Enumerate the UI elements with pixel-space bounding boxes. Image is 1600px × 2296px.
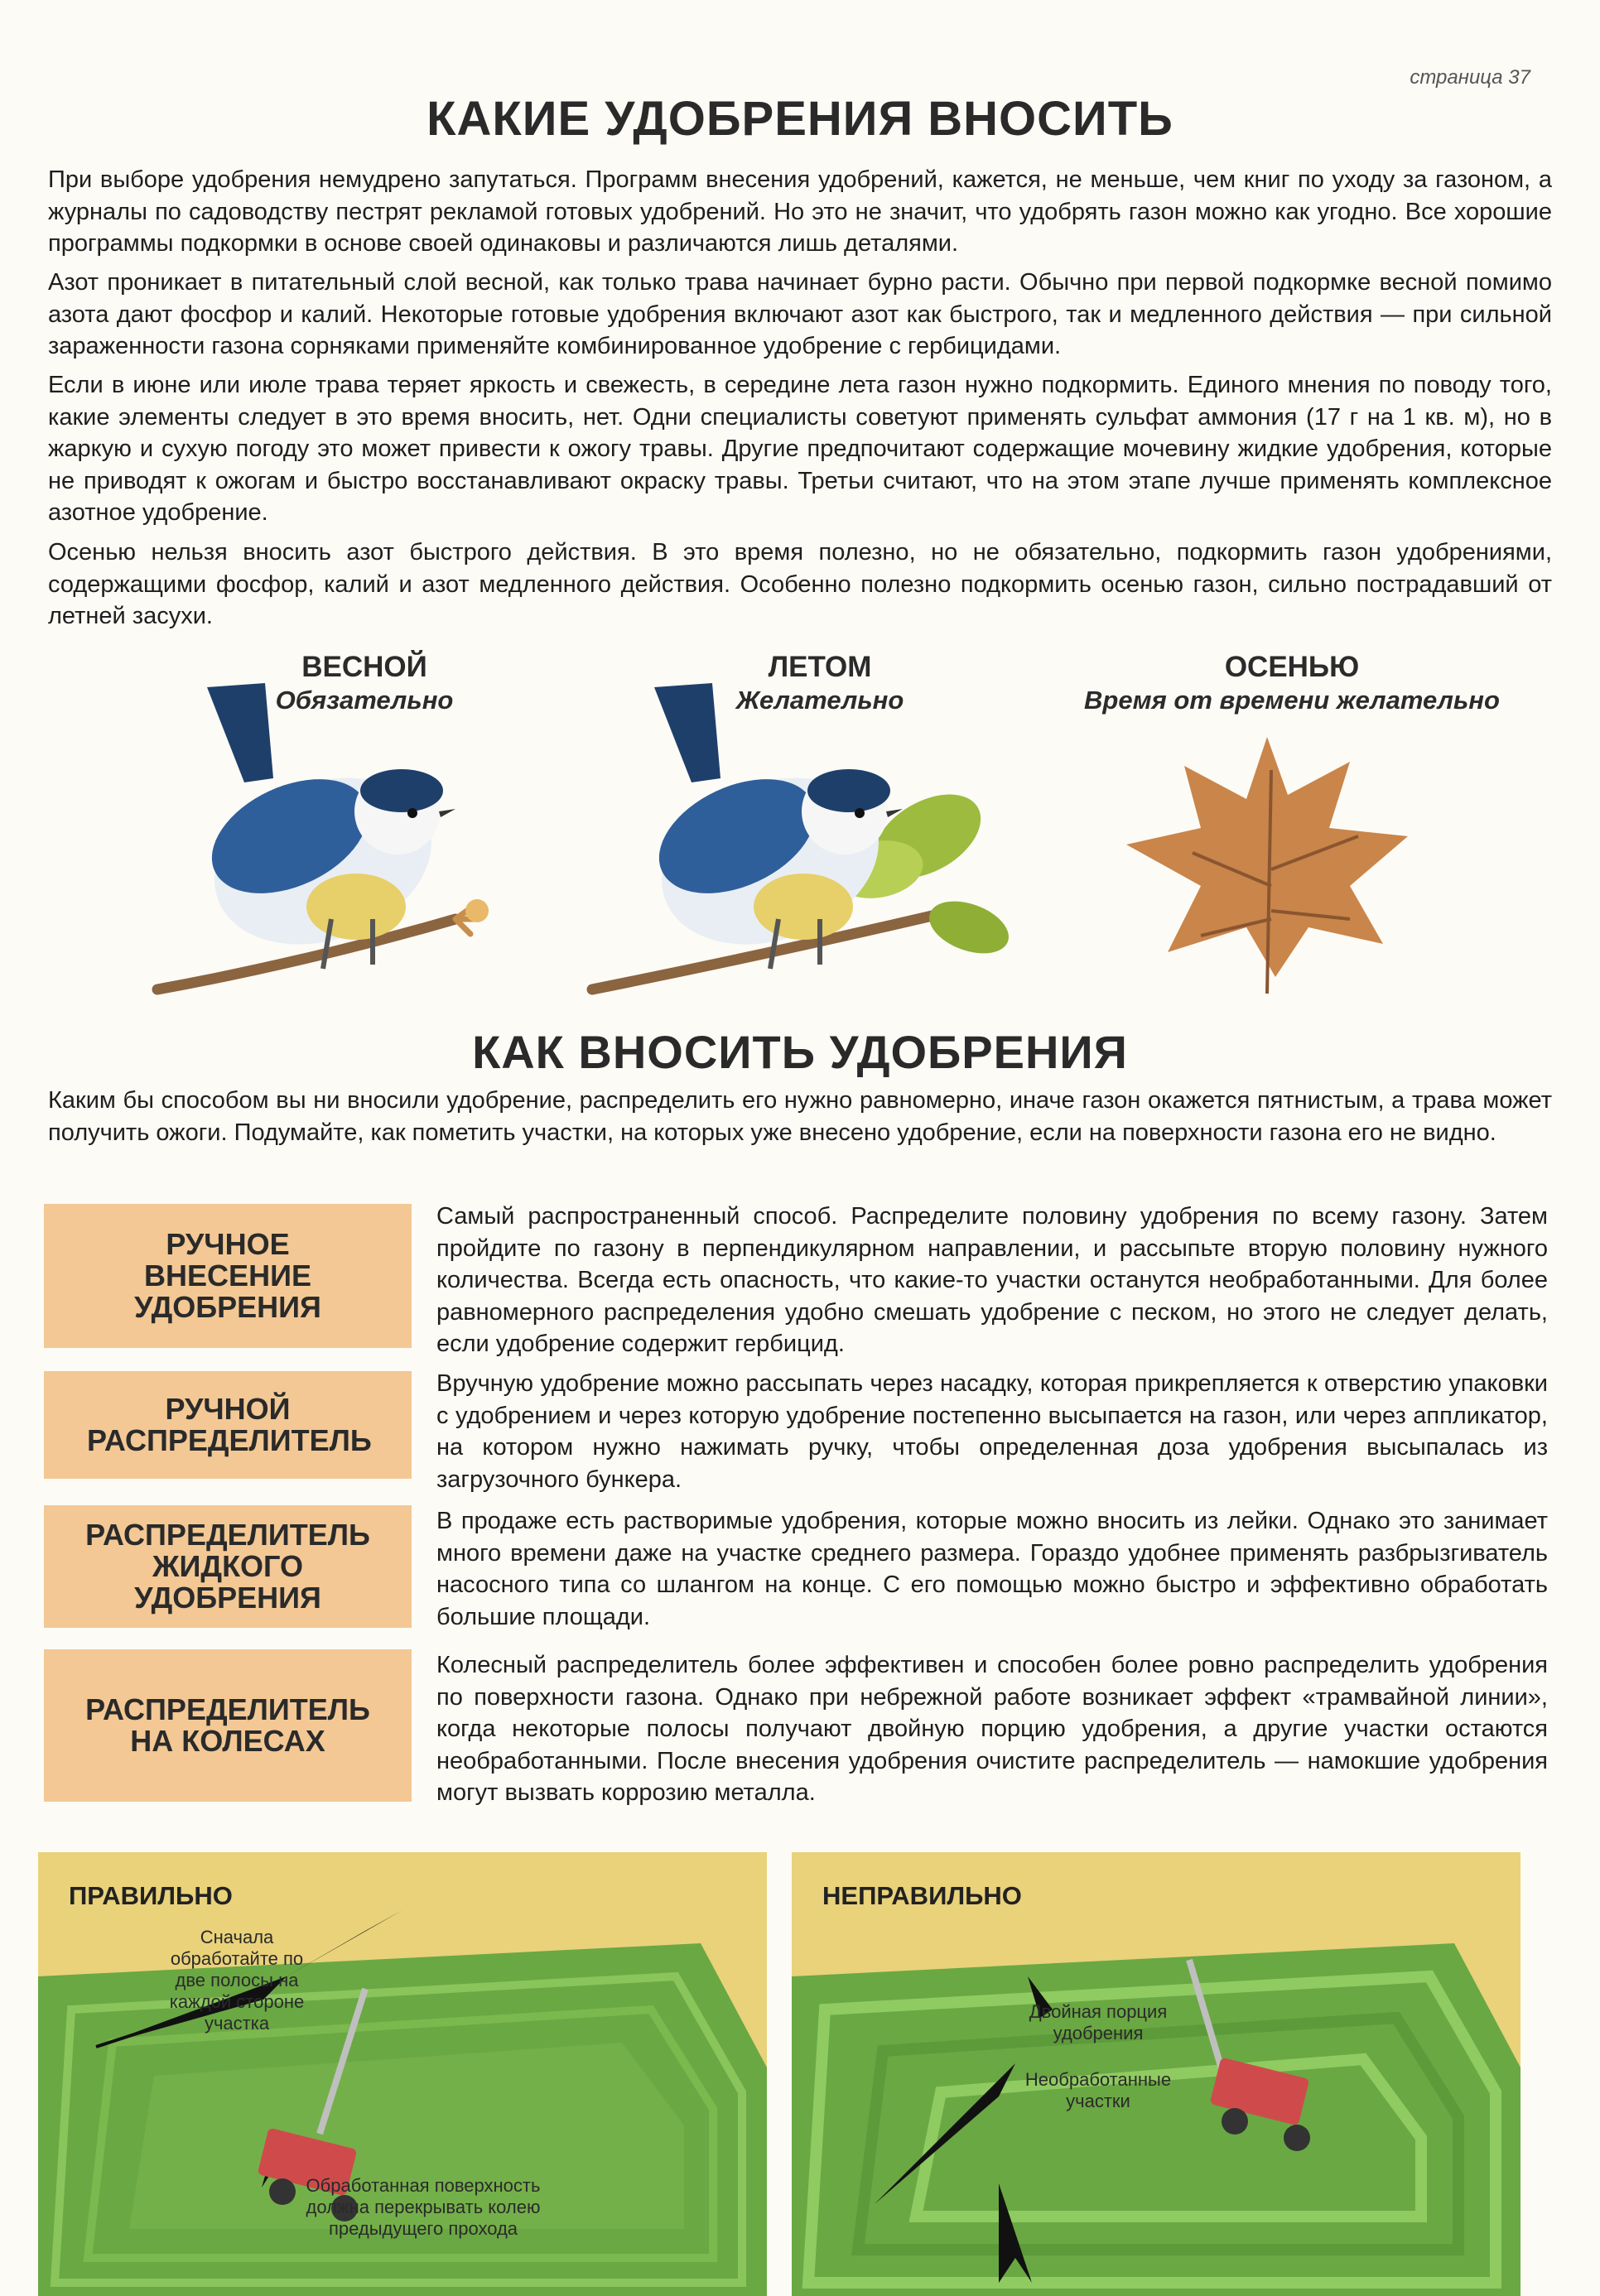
diagram-wrong bbox=[792, 1852, 1520, 2296]
diagram-correct-note-first: Сначала обработайте по две полосы на каждой стороне участка bbox=[169, 1927, 305, 2034]
method-text-liquid: В продаже есть растворимые удобрения, которые можно вносить из лейки. Однако это занимает много времени даже на участке среднего размера. Гораздо удобнее применять разбрызгиватель насосного типа со шлангом на конце. С его помощью можно быстро и эффективно обработать большие площади. bbox=[436, 1508, 1548, 1630]
diagram-wrong-title: НЕПРАВИЛЬНО bbox=[822, 1881, 1022, 1910]
paragraph-intro: При выборе удобрения немудрено запутаться. Программ внесения удобрений, кажется, не меньше, чем книг по уходу за газоном, а журналы по садоводству пестрят рекламой готовых удобрений. Но это не значит, что удобрять газон можно как угодно. Все хорошие программы подкормки в основе своей одинаковы и различаются лишь деталями. bbox=[48, 166, 1552, 257]
paragraph-autumn: Осенью нельзя вносить азот быстрого действия. В это время полезно, но не обязательно, подкормить газон удобрениями, содержащими фосфор, калий и азот медленного действия. Особенно полезно подкормить осенью газон, сильно пострадавший от летней засухи. bbox=[48, 539, 1552, 629]
paragraph-how-intro: Каким бы способом вы ни вносили удобрение, распределить его нужно равномерно, иначе газон окажется пятнистым, а трава может получить ожоги. Подумайте, как пометить участки, на которых уже внесено удобрение, если на поверхности газона его не видно. bbox=[48, 1087, 1552, 1146]
method-text-hand-spreader: Вручную удобрение можно рассыпать через насадку, которая прикрепляется к отверстию упаковки с удобрением и через которую удобрение постепенно высыпается на газон, или через аппликатор, на котором нужно нажимать ручку, чтобы определенная доза удобрения высыпалась из загрузочного бункера. bbox=[436, 1370, 1548, 1493]
season-autumn-note: Время от времени желательно bbox=[1084, 686, 1500, 715]
diagram-wrong-note-double: Двойная порция удобрения bbox=[1029, 2001, 1168, 2043]
method-label-hand-spreader: РУЧНОЙ РАСПРЕДЕЛИТЕЛЬ bbox=[44, 1371, 412, 1479]
summer-bird-illustration bbox=[580, 671, 1027, 1002]
diagram-correct-note-overlap: Обработанная поверхность должна перекрывать колею предыдущего прохода bbox=[306, 2175, 541, 2239]
section-title-fertilizers: КАКИЕ УДОБРЕНИЯ ВНОСИТЬ bbox=[427, 92, 1173, 146]
method-text-hand: Самый распространенный способ. Распределите половину удобрения по всему газону. Затем пройдите по газону в перпендикулярном направлении, и рассыпьте вторую половину нужного количества. Всегда есть опасность, что какие-то участки останутся необработанными. Для более равномерного распределения удобно смешать удобрение с песком, но этого не следует делать, если удобрение содержит гербицид. bbox=[436, 1203, 1548, 1357]
season-autumn bbox=[1052, 651, 1532, 717]
method-label-wheeled: РАСПРЕДЕЛИТЕЛЬ НА КОЛЕСАХ bbox=[44, 1649, 412, 1802]
page-number: страница 37 bbox=[1410, 66, 1530, 89]
autumn-leaf-illustration bbox=[1110, 720, 1424, 1002]
season-spring-note: Обязательно bbox=[275, 686, 454, 715]
paragraph-summer: Если в июне или июле трава теряет яркость и свежесть, в середине лета газон нужно подкормить. Единого мнения по поводу того, какие элементы следует в это время вносить, нет. Одни специалисты советуют применять сульфат аммония (17 г на 1 кв. м), но в жаркую и сухую погоду это может привести к ожогу травы. Другие предпочитают содержащие мочевину жидкие удобрения, которые не приводят к ожогам и быстро восстанавливают окраску травы. Третьи считают, что на этом этапе лучше применять комплексное азотное удобрение. bbox=[48, 372, 1552, 526]
section-title-how-to-apply: КАК ВНОСИТЬ УДОБРЕНИЯ bbox=[472, 1026, 1128, 1078]
paragraph-spring: Азот проникает в питательный слой весной, как только трава начинает бурно расти. Обычно при первой подкормке весной помимо азота дают фосфор и калий. Некоторые готовые удобрения включают азот как быстрого, так и медленного действия — при сильной зараженности газона сорняками применяйте комбинированное удобрение с гербицидами. bbox=[48, 269, 1552, 359]
method-label-liquid: РАСПРЕДЕЛИТЕЛЬ ЖИДКОГО УДОБРЕНИЯ bbox=[44, 1505, 412, 1628]
spring-bird-illustration bbox=[149, 671, 547, 1002]
diagram-wrong-note-untreated: Необработанные участки bbox=[1024, 2069, 1172, 2111]
season-spring-name: ВЕСНОЙ bbox=[301, 651, 427, 683]
method-text-wheeled: Колесный распределитель более эффективен и способен более ровно распределить удобрения по поверхности газона. Однако при небрежной работе возникает эффект «трамвайной линии», когда некоторые полосы получают двойную порцию удобрения, а другие участки остаются необработанными. После внесения удобрения очистите распределитель — намокшие удобрения могут вызвать коррозию металла. bbox=[436, 1652, 1548, 1806]
method-label-hand: РУЧНОЕ ВНЕСЕНИЕ УДОБРЕНИЯ bbox=[44, 1204, 412, 1348]
season-autumn-name: ОСЕНЬЮ bbox=[1224, 651, 1360, 683]
diagram-correct bbox=[38, 1852, 767, 2296]
diagram-correct-title: ПРАВИЛЬНО bbox=[69, 1881, 233, 1910]
season-summer-note: Желательно bbox=[735, 686, 904, 715]
season-summer-name: ЛЕТОМ bbox=[768, 651, 872, 683]
